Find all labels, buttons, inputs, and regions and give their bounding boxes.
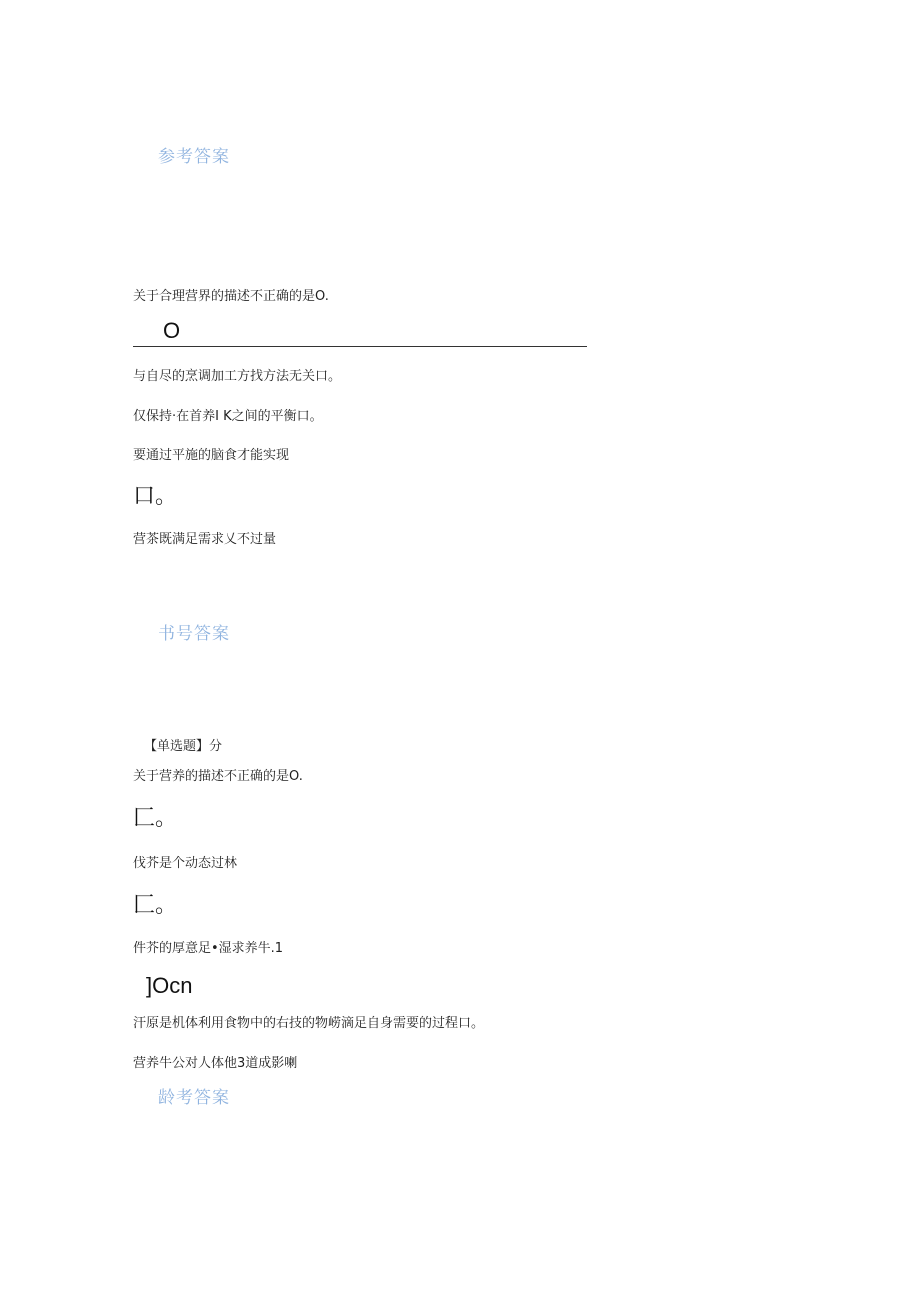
question-text: 关于营养的描述不正确的是O. bbox=[133, 769, 303, 784]
divider-line bbox=[133, 346, 587, 347]
option-text: 汗原是机体利用食物中的右技的物崂滴足自身需要的过程口。 bbox=[133, 1016, 485, 1031]
option-text: 要通过平施的脑食才能实现 bbox=[133, 448, 290, 463]
option-text: 仅保持·在首养I K之间的平衡口。 bbox=[133, 409, 323, 424]
option-text: 营茶既满足需求乂不过量 bbox=[133, 532, 277, 547]
answer-mark: O bbox=[163, 318, 181, 343]
option-text: 营养牛公对人体他3道成影喇 bbox=[133, 1056, 298, 1071]
option-mark: 匚。 bbox=[133, 892, 178, 917]
option-text: 伐芥是个动态过林 bbox=[133, 856, 238, 871]
option-text: 与自尽的烹调加工方找方法无关口。 bbox=[133, 369, 342, 384]
question-type-label: 【单选题】分 bbox=[144, 739, 223, 754]
option-mark: 口。 bbox=[133, 483, 178, 508]
question-text: 关于合理营界的描述不正确的是O. bbox=[133, 289, 329, 304]
option-text: 件芥的厚意足•湿求养牛.1 bbox=[133, 941, 284, 956]
reference-answer-heading: 书号答案 bbox=[158, 624, 230, 644]
option-mark: 匚。 bbox=[133, 805, 178, 830]
option-mark: ]Ocn bbox=[146, 973, 193, 998]
reference-answer-heading: 龄考答案 bbox=[158, 1088, 230, 1108]
reference-answer-heading: 参考答案 bbox=[158, 147, 230, 167]
